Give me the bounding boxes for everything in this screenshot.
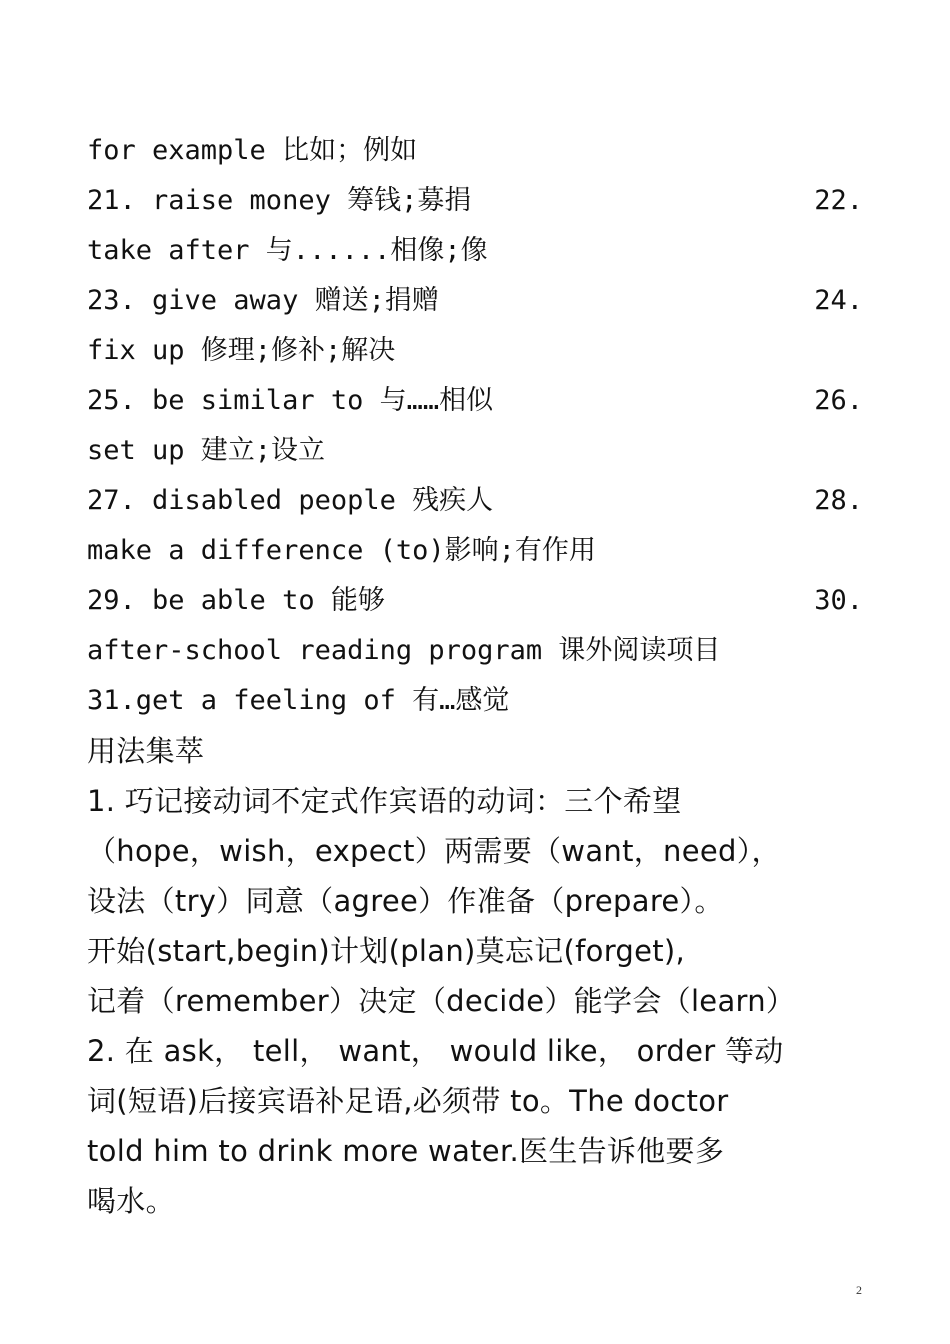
phrase-line: set up 建立;设立 <box>87 435 326 466</box>
phrase-line: make a difference (to)影响;有作用 <box>87 535 596 566</box>
phrase-line: 25. be similar to 与……相似 26. <box>87 385 863 416</box>
phrase-line: after-school reading program 课外阅读项目 <box>87 635 721 666</box>
usage-paragraphs <box>87 776 863 1226</box>
paragraph-line: told him to drink more water.医生告诉他要多 <box>87 1134 725 1168</box>
paragraph-line: 开始(start,begin)计划(plan)莫忘记(forget), <box>87 934 686 968</box>
page-number: 2 <box>856 1283 862 1297</box>
paragraph-line: （hope，wish，expect）两需要（want，need）， <box>87 834 781 868</box>
paragraph-line: 1. 巧记接动词不定式作宾语的动词：三个希望 <box>87 784 682 818</box>
paragraph-line: 设法（try）同意（agree）作准备（prepare）。 <box>87 884 724 918</box>
paragraph-line: 词(短语)后接宾语补足语,必须带 to。The doctor <box>87 1084 729 1118</box>
section-title: 用法集萃 <box>87 734 205 768</box>
phrase-list <box>87 126 863 726</box>
document-body <box>87 126 863 1226</box>
paragraph-line: 2. 在 ask， tell， want， would like， order 等动 <box>87 1034 784 1068</box>
phrase-line: 27. disabled people 残疾人 28. <box>87 485 863 516</box>
phrase-line: 21. raise money 筹钱;募捐 22. <box>87 185 863 216</box>
phrase-line: 31.get a feeling of 有…感觉 <box>87 685 510 716</box>
phrase-line: for example 比如；例如 <box>87 135 418 166</box>
paragraph-line: 记着（remember）决定（decide）能学会（learn） <box>87 984 796 1018</box>
phrase-line: take after 与......相像;像 <box>87 235 488 266</box>
phrase-line: fix up 修理;修补;解决 <box>87 335 396 366</box>
paragraph-line: 喝水。 <box>87 1184 175 1218</box>
phrase-line: 23. give away 赠送;捐赠 24. <box>87 285 863 316</box>
phrase-line: 29. be able to 能够 30. <box>87 585 863 616</box>
